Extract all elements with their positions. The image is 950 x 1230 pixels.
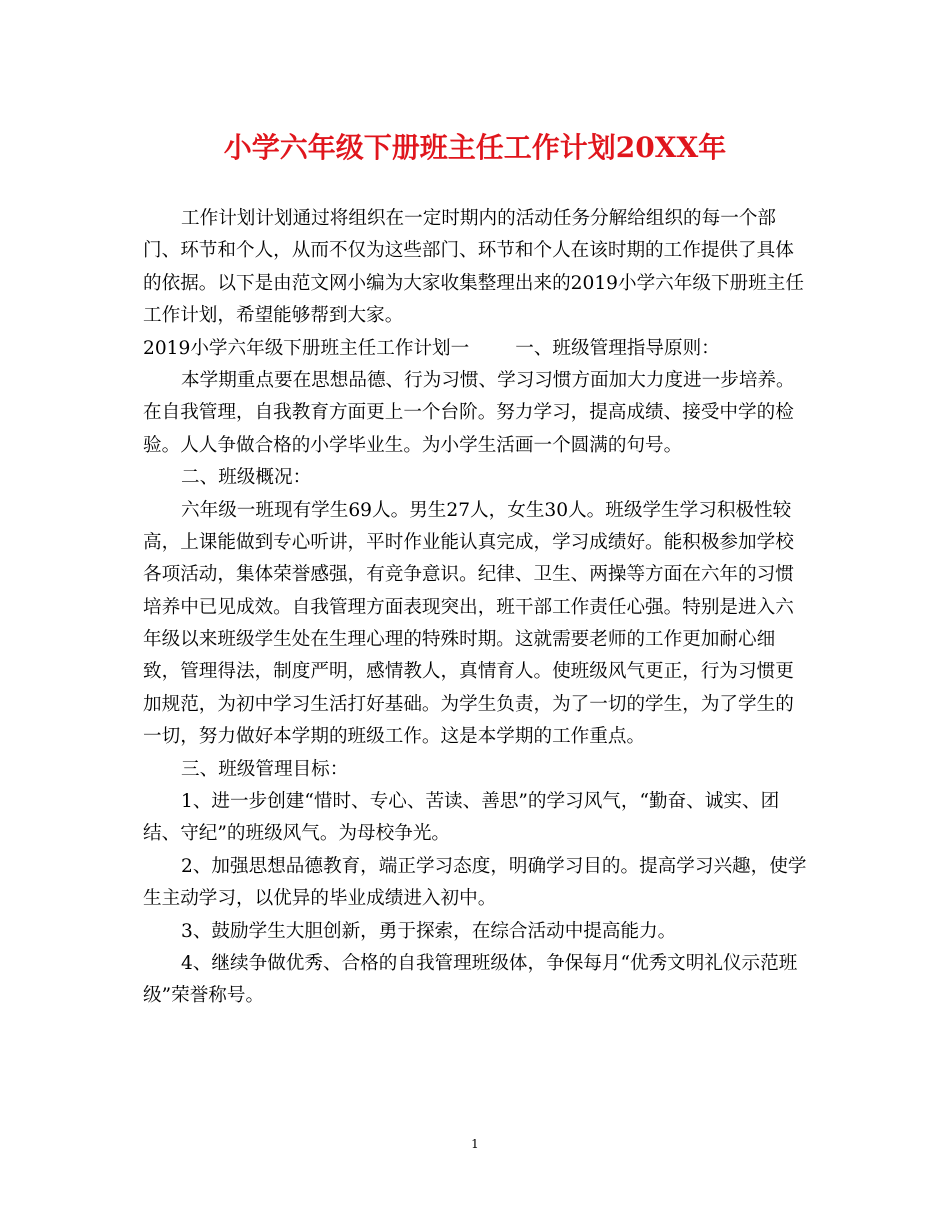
paragraph-line: 培养中已见成效。自我管理方面表现突出，班干部工作责任心强。特别是进入六 [143,596,794,618]
list-item-line: 4、继续争做优秀、合格的自我管理班级体，争保每月“优秀文明礼仪示范班 [181,952,798,974]
list-item-line: 3、鼓励学生大胆创新，勇于探索，在综合活动中提高能力。 [181,920,677,942]
page-number: 1 [471,1137,479,1151]
list-item-line: 2、加强思想品德教育，端正学习态度，明确学习目的。提高学习兴趣，使学 [181,855,807,877]
paragraph-line: 门、环节和个人，从而不仅为这些部门、环节和个人在该时期的工作提供了具体 [143,240,794,262]
paragraph-line: 各项活动，集体荣誉感强，有竞争意识。纪律、卫生、两操等方面在六年的习惯 [143,564,794,586]
list-item-line: 1、进一步创建“惜时、专心、苦读、善思”的学习风气，“勤奋、诚实、团 [181,791,780,813]
paragraph-line: 六年级一班现有学生69人。男生27人，女生30人。班级学生学习积极性较 [181,499,792,521]
paragraph-line: 加规范，为初中学习生活打好基础。为学生负责，为了一切的学生，为了学生的 [143,693,794,715]
section-heading: 三、班级管理目标： [181,758,349,780]
document-title: 小学六年级下册班主任工作计划20XX年 [223,131,727,164]
paragraph-line: 年级以来班级学生处在生理心理的特殊时期。这就需要老师的工作更加耐心细 [143,629,776,651]
section-heading: 一、班级管理指导原则： [515,337,720,359]
list-item-line: 生主动学习，以优异的毕业成绩进入初中。 [143,888,497,910]
list-item-line: 级”荣誉称号。 [143,985,265,1007]
paragraph-line: 本学期重点要在思想品德、行为习惯、学习习惯方面加大力度进一步培养。 [181,369,795,391]
section-heading: 二、班级概况： [181,467,312,489]
plan-heading: 2019小学六年级下册班主任工作计划一 [143,337,470,359]
paragraph-line: 验。人人争做合格的小学毕业生。为小学生活画一个圆满的句号。 [143,434,683,456]
document-body [143,203,813,1013]
paragraph-line: 工作计划，希望能够帮到大家。 [143,305,404,327]
list-item-line: 结、守纪”的班级风气。为母校争光。 [143,823,451,845]
plan-heading-line [143,333,813,365]
paragraph-line: 一切，努力做好本学期的班级工作。这是本学期的工作重点。 [143,726,646,748]
paragraph-line: 的依据。以下是由范文网小编为大家收集整理出来的2019小学六年级下册班主任 [143,272,804,294]
paragraph-line: 在自我管理，自我教育方面更上一个台阶。努力学习，提高成绩、接受中学的检 [143,402,794,424]
paragraph-line: 工作计划计划通过将组织在一定时期内的活动任务分解给组织的每一个部 [181,208,777,229]
paragraph-line: 高，上课能做到专心听讲，平时作业能认真完成，学习成绩好。能积极参加学校 [143,531,794,553]
paragraph-line: 致，管理得法，制度严明，感情教人，真情育人。使班级风气更正，行为习惯更 [143,661,794,683]
